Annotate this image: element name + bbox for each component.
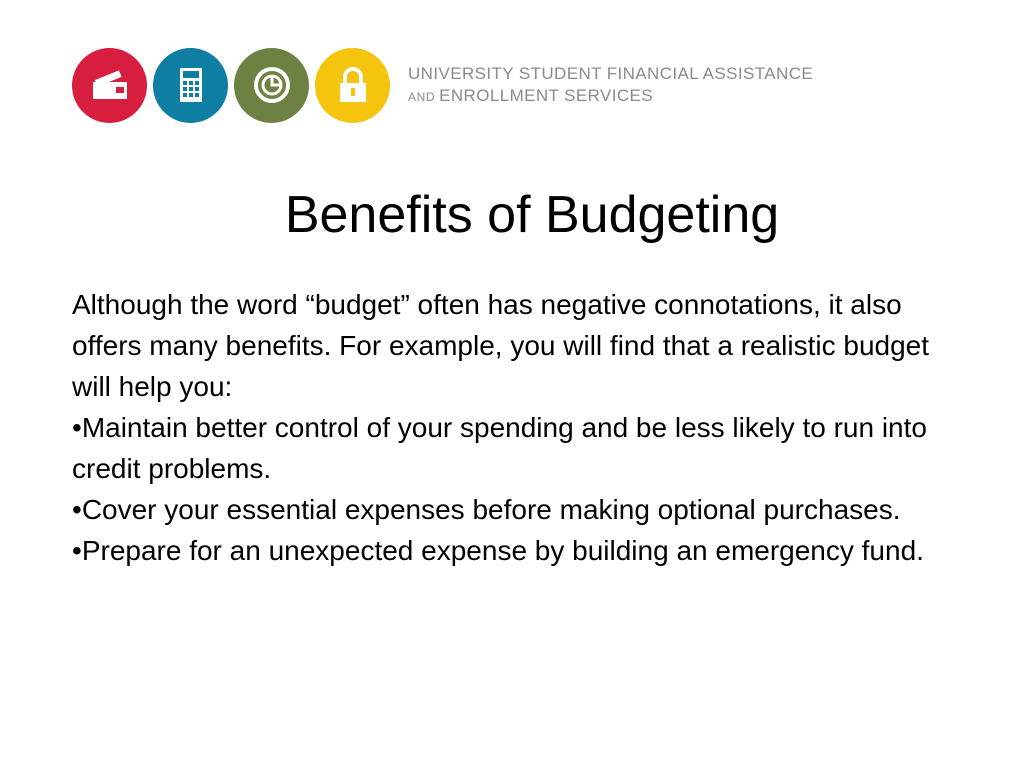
clock-icon [234,48,309,123]
logo-line-2 [408,85,813,108]
slide-title: Benefits of Budgeting [284,186,780,244]
bullet-text: Prepare for an unexpected expense by building an emergency fund. [81,535,924,566]
logo-line-2-small: AND [408,89,436,104]
lock-icon [315,48,390,123]
intro-paragraph: Although the word “budget” often has negative connotations, it also offers many benefits. For example, you will find that a realistic budget will help you: [72,289,930,402]
bullet-text: Maintain better control of your spending and be less likely to run into credit problems. [72,412,927,484]
logo-bar [72,47,813,123]
bullet-item [72,407,972,489]
logo-line-2-main: ENROLLMENT SERVICES [439,85,654,105]
slide-body [72,284,972,571]
bullet-item [72,530,972,571]
logo-line-1: UNIVERSITY STUDENT FINANCIAL ASSISTANCE [408,63,814,83]
logo-text [408,63,813,108]
bullet-item [72,489,972,530]
wallet-icon [72,48,147,123]
calculator-icon [153,48,228,123]
bullet-text: Cover your essential expenses before making optional purchases. [81,494,901,525]
